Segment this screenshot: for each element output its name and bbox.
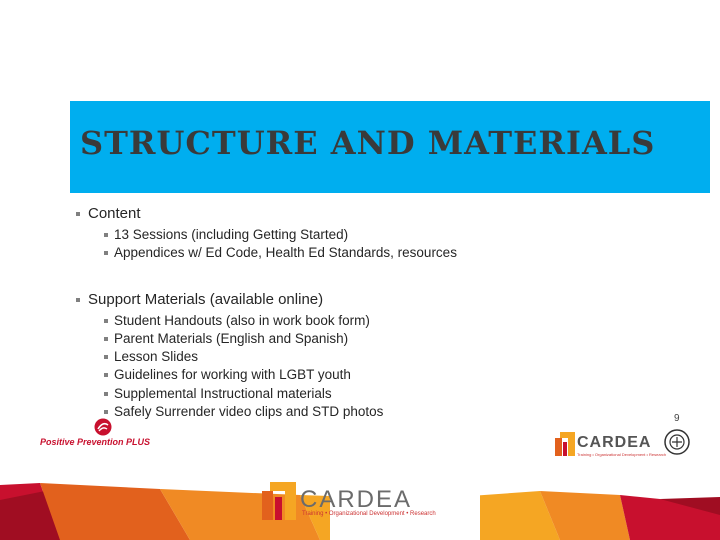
sub-bullet-item: Lesson Slides — [104, 348, 696, 366]
sub-bullet-list — [88, 312, 696, 422]
sub-bullet-item: Appendices w/ Ed Code, Health Ed Standards, resources — [104, 244, 696, 262]
cardea-wordmark: CARDEA — [300, 486, 413, 513]
bullet-label: Support Materials (available online) — [88, 290, 324, 308]
cardea-logo-large — [262, 482, 452, 522]
cardea-wordmark: CARDEA — [577, 434, 652, 451]
ppp-logo-icon — [94, 418, 112, 436]
sub-bullet-item: Guidelines for working with LGBT youth — [104, 366, 696, 384]
sub-bullet-item: Parent Materials (English and Spanish) — [104, 330, 696, 348]
bullet-support-materials — [76, 291, 696, 422]
ppp-logo-text: Positive Prevention PLUS — [40, 437, 151, 447]
cardea-mark-icon — [555, 432, 575, 456]
slide-title: STRUCTURE AND MATERIALS — [80, 124, 656, 162]
sub-bullet-item: Student Handouts (also in work book form) — [104, 312, 696, 330]
bullet-label: Content — [88, 205, 141, 222]
sub-bullet-item: 13 Sessions (including Getting Started) — [104, 226, 696, 244]
sub-bullet-list — [88, 226, 696, 263]
page-number: 9 — [674, 413, 680, 424]
cardea-tagline: Training • Organizational Development • Research — [577, 452, 667, 457]
sub-bullet-item: Safely Surrender video clips and STD photos — [104, 403, 696, 421]
bullet-list — [76, 205, 696, 421]
seal-icon — [664, 429, 690, 455]
sub-bullet-item: Supplemental Instructional materials — [104, 385, 696, 403]
cardea-mark-icon — [262, 482, 296, 520]
positive-prevention-plus-logo — [40, 418, 170, 450]
cardea-tagline: Training • Organizational Development • Research — [302, 511, 436, 517]
bullet-content — [76, 205, 696, 263]
